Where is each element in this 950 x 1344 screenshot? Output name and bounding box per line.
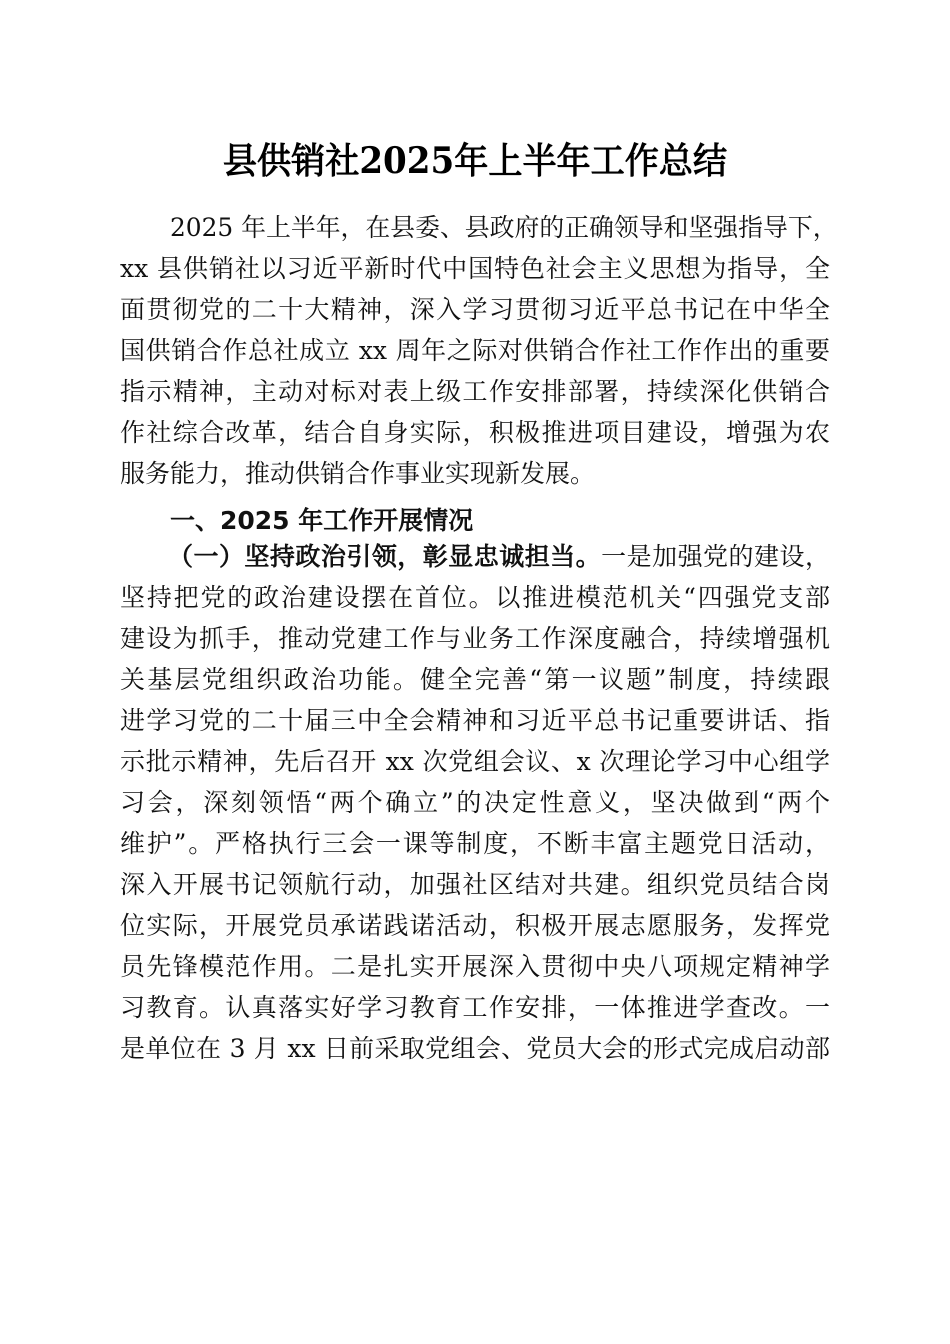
paragraph-line: 关基层党组织政治功能。健全完善“第一议题”制度，持续跟 bbox=[120, 665, 830, 694]
paragraph-line: 国供销合作总社成立 xx 周年之际对供销合作社工作作出的重要 bbox=[120, 336, 830, 365]
paragraph-line: 2025 年上半年，在县委、县政府的正确领导和坚强指导下， bbox=[170, 213, 838, 242]
paragraph-line: 作社综合改革，结合自身实际，积极推进项目建设，增强为农 bbox=[120, 418, 830, 447]
paragraph-line: 坚持把党的政治建设摆在首位。以推进模范机关“四强党支部 bbox=[120, 583, 830, 612]
paragraph-line: 习教育。认真落实好学习教育工作安排，一体推进学查改。一 bbox=[120, 993, 830, 1022]
document-title: 县供销社2025年上半年工作总结 bbox=[222, 140, 728, 182]
paragraph-line: xx 县供销社以习近平新时代中国特色社会主义思想为指导，全 bbox=[120, 254, 830, 283]
paragraph-line: 员先锋模范作用。二是扎实开展深入贯彻中央八项规定精神学 bbox=[120, 952, 830, 981]
paragraph-line: 面贯彻党的二十大精神，深入学习贯彻习近平总书记在中华全 bbox=[120, 295, 830, 324]
paragraph-line: 维护”。严格执行三会一课等制度，不断丰富主题党日活动， bbox=[120, 829, 830, 858]
subsection-first-rest: 一是加强党的建设， bbox=[601, 542, 830, 571]
paragraph-line: 示批示精神，先后召开 xx 次党组会议、x 次理论学习中心组学 bbox=[120, 747, 830, 776]
paragraph-line: 指示精神，主动对标对表上级工作安排部署，持续深化供销合 bbox=[120, 377, 830, 406]
paragraph-line: 是单位在 3 月 xx 日前采取党组会、党员大会的形式完成启动部 bbox=[120, 1034, 830, 1063]
paragraph-line: 习会，深刻领悟“两个确立”的决定性意义，坚决做到“两个 bbox=[120, 788, 830, 817]
paragraph-line: 建设为抓手，推动党建工作与业务工作深度融合，持续增强机 bbox=[120, 624, 830, 653]
paragraph-line: 服务能力，推动供销合作事业实现新发展。 bbox=[120, 459, 596, 488]
paragraph-line: 深入开展书记领航行动，加强社区结对共建。组织党员结合岗 bbox=[120, 870, 830, 899]
subsection-label: （一）坚持政治引领，彰显忠诚担当。 bbox=[168, 542, 602, 571]
paragraph-line: 进学习党的二十届三中全会精神和习近平总书记重要讲话、指 bbox=[120, 706, 830, 735]
section-heading: 一、2025 年工作开展情况 bbox=[170, 506, 474, 535]
paragraph-line: 位实际，开展党员承诺践诺活动，积极开展志愿服务，发挥党 bbox=[120, 911, 830, 940]
subsection-first-line bbox=[168, 541, 830, 573]
